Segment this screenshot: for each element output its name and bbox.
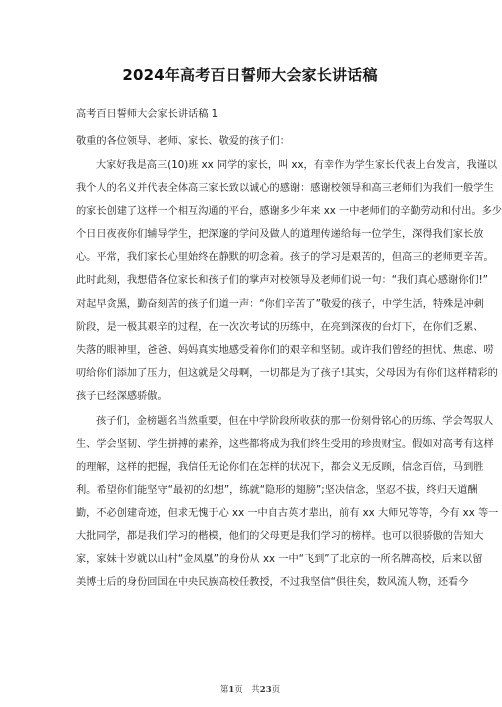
text-line: 失落的眼神里，爸爸、妈妈真实地感受着你们的艰辛和坚韧。或许我们曾经的担忧、焦虑、唠: [76, 344, 494, 356]
footer-prefix: 第: [219, 685, 229, 695]
text-line: 个日日夜夜你们辅导学生，把深邃的学问及做人的道理传递给每一位学生，深得我们家长放: [76, 229, 484, 241]
text-line: 对起早贪黑，勤奋刻苦的孩子们道一声：“你们辛苦了”敬爱的孩子，中学生活，特殊是冲刺: [76, 298, 484, 310]
text-line: 家，家妹十岁就以山村“金凤凰”的身份从 xx 一中“飞到”了北京的一所名牌高校，后来以留: [76, 554, 483, 566]
text-line: 我个人的名义并代表全体高三家长致以诚心的感谢：感谢校领导和高三老师们为我们一般学生: [76, 183, 494, 195]
salutation: 敬重的各位领导、老师、家长、敬爱的孩子们：: [76, 136, 290, 147]
text-line: 的家长创建了这样一个相互沟通的平台，感谢多少年来 xx 一中老师们的辛勤劳动和付出。多少: [76, 206, 502, 218]
document-body: [76, 154, 502, 594]
text-line: 孩子们，金榜题名当然重要，但在中学阶段所收获的那一份刻骨铭心的历练、学会驾驭人: [96, 415, 494, 427]
text-line: 美博士后的身份回国在中央民族高校任教授，不过我坚信“俱往矣，数风流人物，还看今: [76, 577, 469, 589]
footer-suffix: 页: [271, 685, 281, 695]
document-title: 2024年高考百日誓师大会家长讲话稿: [122, 66, 378, 84]
footer-page-number: 1: [228, 685, 235, 695]
paragraph: [76, 410, 499, 595]
text-line: 此时此刻，我想借各位家长和孩子们的掌声对校领导及老师们说一句：“我们真心感谢你们!”: [76, 275, 488, 287]
footer-total-pages: 23: [259, 685, 272, 695]
text-line: 勤，不必创建奇迹，但求无愧于心 xx 一中自古英才辈出，前有 xx 大师兄等等，今有 xx 等一: [76, 507, 499, 519]
text-line: 利。希望你们能坚守“最初的幻想”，练就“隐形的翅膀”;坚决信念，坚忍不拔，终归天道酬: [76, 484, 478, 496]
text-line: 大批同学，都是我们学习的楷模，他们的父母更是我们学习的榜样。也可以很骄傲的告知大: [76, 531, 484, 542]
footer-middle: 页 共: [234, 685, 260, 695]
document-subtitle: 高考百日誓师大会家长讲话稿 1: [76, 109, 219, 120]
text-line: 叨给你们添加了压力，但这就是父母啊，一切都是为了孩子!其实，父母因为有你们这样精彩的: [76, 367, 498, 379]
page-footer: [0, 683, 500, 695]
text-line: 的理解，这样的把握，我信任无论你们在怎样的状况下，都会义无反顾，信念百倍，马到胜: [76, 461, 484, 473]
text-line: 心。平常，我们家长心里始终在静默的叨念着。孩子的学习是艰苦的，但高三的老师更辛苦。: [76, 252, 494, 264]
text-line: 大家好我是高三(10)班 xx 同学的家长，叫 xx，有幸作为学生家长代表上台发言，我谨以: [96, 160, 498, 171]
text-line: 生、学会坚韧、学生拼搏的素养，这些都将成为我们终生受用的珍贵财宝。假如对高考有这样: [76, 438, 494, 450]
text-line: 阶段，是一极其艰辛的过程，在一次次考试的历练中，在亮到深夜的台灯下，在你们乏累、: [76, 321, 484, 333]
paragraph: [76, 154, 502, 408]
text-line: 孩子已经深感骄傲。: [76, 390, 168, 402]
